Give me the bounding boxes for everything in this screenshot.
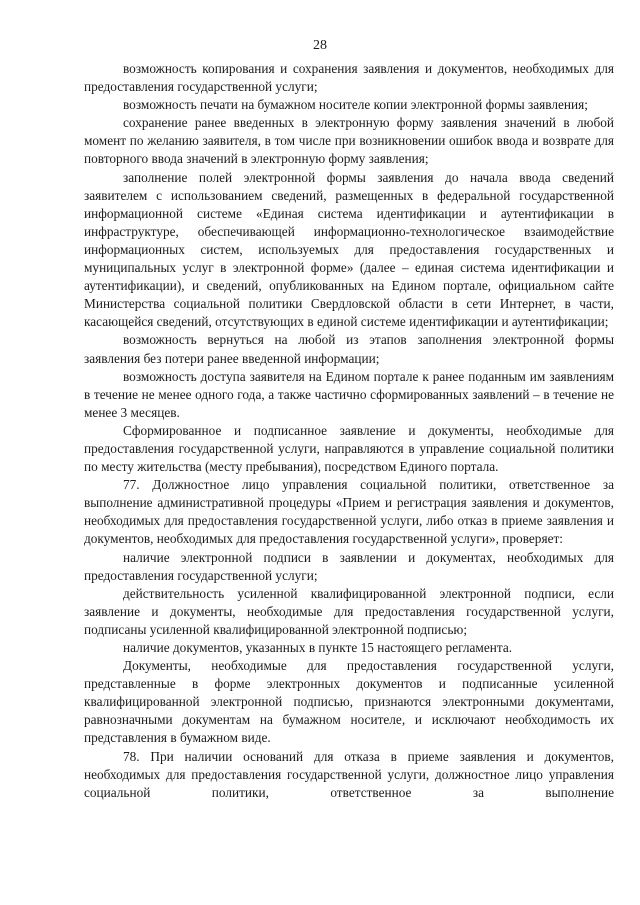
paragraph: 77. Должностное лицо управления социальной политики, ответственное за выполнение административной процедуры «Прием и регистрация заявления и документов, необходимых для предоставления государственной услуги, либо отказ в приеме заявления и документов, необходимых для предоставления государственной услуги», проверяет:	[84, 477, 614, 547]
paragraph: возможность копирования и сохранения заявления и документов, необходимых для предоставления государственной услуги;	[84, 61, 614, 95]
page-number: 28	[313, 38, 327, 53]
paragraph: возможность печати на бумажном носителе копии электронной формы заявления;	[123, 97, 588, 113]
paragraph: Документы, необходимые для предоставления государственной услуги, представленные в форме электронных документов и подписанные усиленной квалифицированной электронной подписью, признаются электронными документами, равнозначными документам на бумажном носителе, и исключают необходимость их представления в бумажном виде.	[84, 658, 614, 746]
paragraph: возможность вернуться на любой из этапов заполнения электронной формы заявления без потери ранее введенной информации;	[84, 332, 614, 366]
document-body	[84, 60, 614, 802]
paragraph: возможность доступа заявителя на Едином портале к ранее поданным им заявлениям в течение не менее одного года, а также частично сформированных заявлений – в течение не менее 3 месяцев.	[84, 368, 614, 420]
paragraph: сохранение ранее введенных в электронную форму заявления значений в любой момент по желанию заявителя, в том числе при возникновении ошибок ввода и возврате для повторного ввода значений в электронную форму заявления;	[84, 115, 614, 167]
paragraph: наличие электронной подписи в заявлении и документах, необходимых для предоставления государственной услуги;	[84, 549, 614, 583]
paragraph: действительность усиленной квалифицированной электронной подписи, если заявление и документы, необходимые для предоставления государственной услуги, подписаны усиленной квалифицированной электронной подписью;	[84, 585, 614, 637]
paragraph: Сформированное и подписанное заявление и документы, необходимые для предоставления государственной услуги, направляются в управление социальной политики по месту жительства (месту пребывания), посредством Единого портала.	[84, 422, 614, 475]
paragraph: наличие документов, указанных в пункте 15 настоящего регламента.	[123, 640, 513, 655]
paragraph-continued: 78. При наличии оснований для отказа в приеме заявления и документов, необходимых для предоставления государственной услуги, должностное лицо управления социальной политики, ответственное за выполнение	[84, 748, 614, 800]
paragraph: заполнение полей электронной формы заявления до начала ввода сведений заявителем с использованием сведений, размещенных в федеральной государственной информационной системе «Единая система идентификации и аутентификации в инфраструктуре, обеспечивающей информационно-технологическое взаимодействие информационных систем, используемых для предоставления государственных и муниципальных услуг в электронной форме» (далее – единая система идентификации и аутентификации), и сведений, опубликованных на Едином портале, официальном сайте Министерства социальной политики Свердловской области в сети Интернет, в части, касающейся сведений, отсутствующих в единой системе идентификации и аутентификации;	[84, 169, 614, 330]
